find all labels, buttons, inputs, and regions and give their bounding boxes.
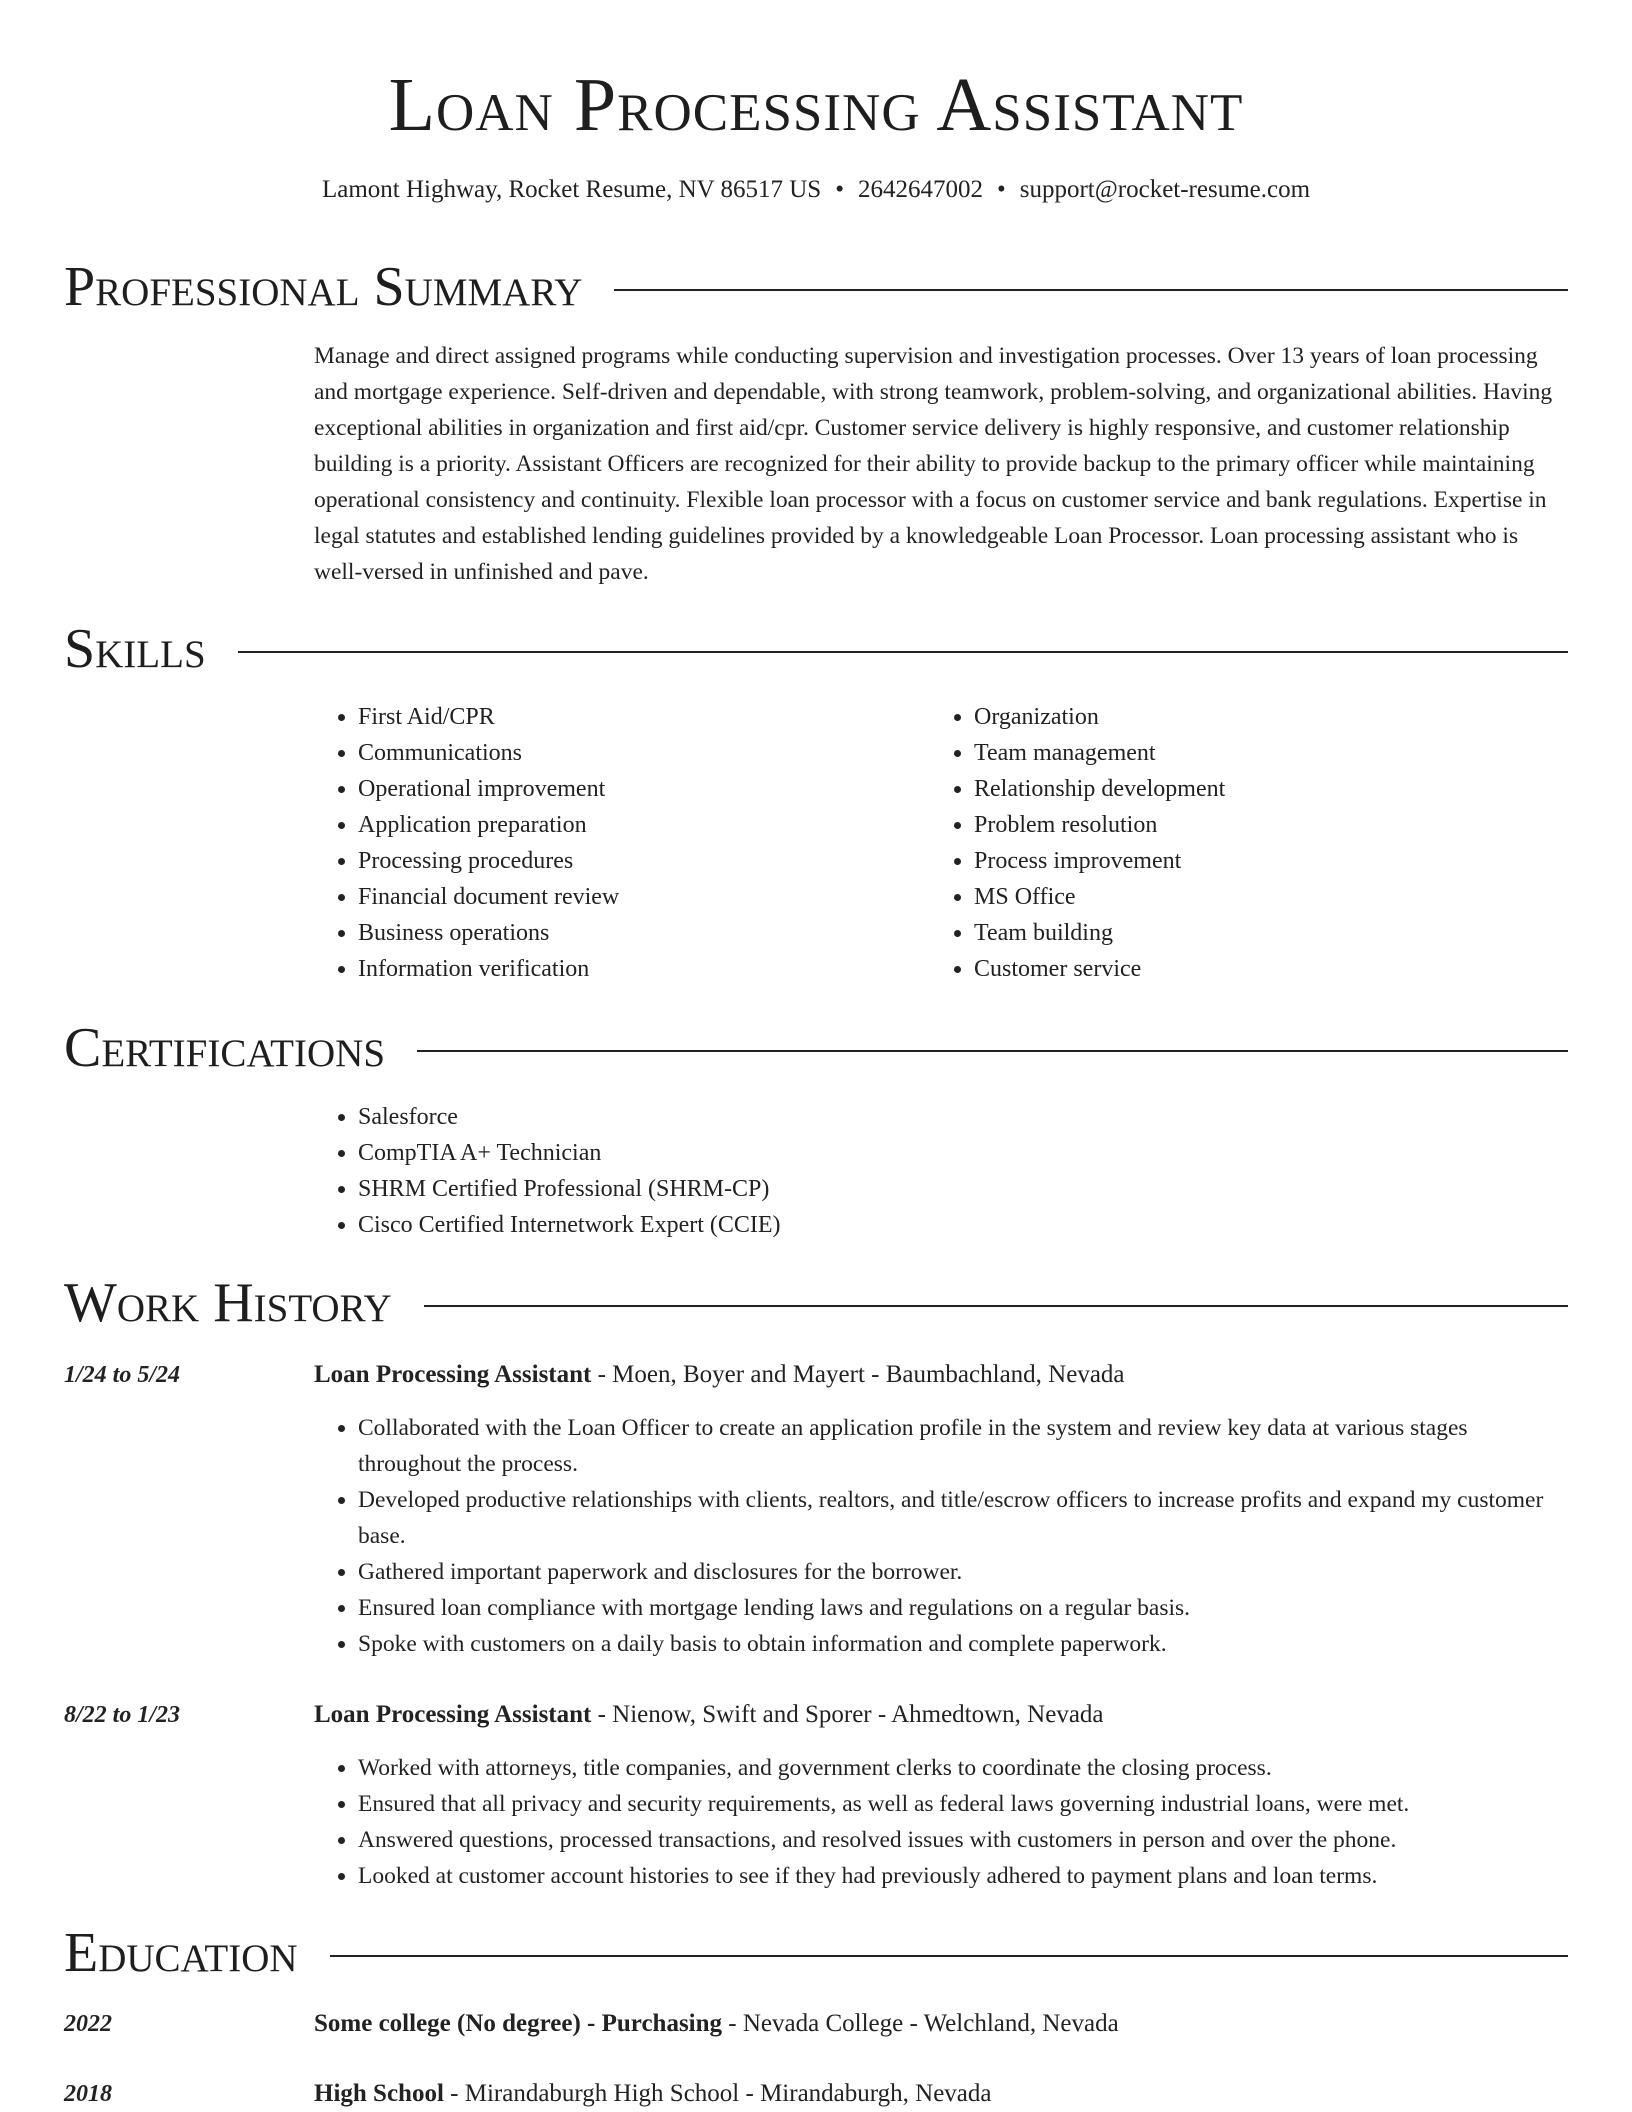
skills-list-left bbox=[314, 699, 914, 987]
job-bullet: • Ensured loan compliance with mortgage lending laws and regulations on a regular basis. bbox=[358, 1590, 1568, 1626]
certification-item: • SHRM Certified Professional (SHRM-CP) bbox=[358, 1171, 1514, 1207]
education-line bbox=[314, 2006, 1568, 2042]
skill-item: • Application preparation bbox=[358, 807, 914, 843]
section-divider bbox=[417, 1050, 1568, 1052]
job-bullets bbox=[314, 1410, 1568, 1662]
education-school: - Nevada College - Welchland, Nevada bbox=[722, 2010, 1119, 2037]
section-header-skills bbox=[64, 614, 1568, 684]
certification-item: • Cisco Certified Internetwork Expert (CCIE) bbox=[358, 1207, 1514, 1243]
skill-item: • Organization bbox=[974, 699, 1530, 735]
skill-item: • Problem resolution bbox=[974, 807, 1530, 843]
job-bullet: • Answered questions, processed transactions, and resolved issues with customers in person and over the phone. bbox=[358, 1822, 1568, 1858]
section-title-education: Education bbox=[64, 1922, 298, 1984]
job-bullet: • Spoke with customers on a daily basis to obtain information and complete paperwork. bbox=[358, 1626, 1568, 1662]
job-bullet: • Gathered important paperwork and disclosures for the borrower. bbox=[358, 1554, 1568, 1590]
job-bullet: • Developed productive relationships with clients, realtors, and title/escrow officers to increase profits and expand my customer base. bbox=[358, 1482, 1568, 1554]
certification-item: • CompTIA A+ Technician bbox=[358, 1135, 1514, 1171]
skill-item: • Business operations bbox=[358, 915, 914, 951]
section-title-work-history: Work History bbox=[64, 1272, 392, 1334]
skill-item: • Operational improvement bbox=[358, 771, 914, 807]
skill-item: • Information verification bbox=[358, 951, 914, 987]
skill-item: • Team building bbox=[974, 915, 1530, 951]
skill-item: • Relationship development bbox=[974, 771, 1530, 807]
job-bullets bbox=[314, 1750, 1568, 1894]
section-title-certifications: Certifications bbox=[64, 1017, 386, 1079]
job-employer: - Nienow, Swift and Sporer - Ahmedtown, Nevada bbox=[591, 1701, 1104, 1728]
education-year: 2022 bbox=[64, 2011, 112, 2037]
contact-phone: 2642647002 bbox=[857, 176, 983, 203]
skill-item: • First Aid/CPR bbox=[358, 699, 914, 735]
section-header-work-history bbox=[64, 1268, 1568, 1338]
job-bullet: • Looked at customer account histories to see if they had previously adhered to payment plans and loan terms. bbox=[358, 1858, 1568, 1894]
section-title-summary: Professional Summary bbox=[64, 256, 583, 318]
job-bullet: • Worked with attorneys, title companies, and government clerks to coordinate the closing process. bbox=[358, 1750, 1568, 1786]
skill-item: • MS Office bbox=[974, 879, 1530, 915]
job-bullet: • Collaborated with the Loan Officer to create an application profile in the system and review key data at various stages throughout the process. bbox=[358, 1410, 1568, 1482]
section-divider bbox=[614, 289, 1568, 291]
contact-address: Lamont Highway, Rocket Resume, NV 86517 US bbox=[321, 176, 822, 203]
job-title-line bbox=[314, 1357, 1568, 1393]
contact-separator: • bbox=[835, 176, 844, 203]
job-title: Loan Processing Assistant bbox=[314, 1701, 592, 1728]
education-line bbox=[314, 2076, 1568, 2112]
education-degree: Some college (No degree) - Purchasing bbox=[314, 2010, 723, 2037]
summary-paragraph: Manage and direct assigned programs while conducting supervision and investigation processes. Over 13 years of loan processing and mortgage experience. Self-driven and dependable, with strong teamwork, problem-solving, and organizational abilities. Having exceptional abilities in organization and first aid/cpr. Customer service delivery is highly responsive, and customer relationship building is a priority. Assistant Officers are recognized for their ability to provide backup to the primary officer while maintaining operational consistency and continuity. Flexible loan processor with a focus on customer service and bank regulations. Expertise in legal statutes and established lending guidelines provided by a knowledgeable Loan Processor. Loan processing assistant who is well-versed in unfinished and pave. bbox=[314, 343, 1553, 585]
skills-list-right bbox=[930, 699, 1530, 987]
contact-line bbox=[0, 172, 1632, 208]
section-divider bbox=[424, 1305, 1568, 1307]
education-year: 2018 bbox=[64, 2081, 112, 2107]
education-degree: High School bbox=[314, 2080, 444, 2107]
job-dates: 1/24 to 5/24 bbox=[64, 1362, 181, 1388]
section-header-certifications bbox=[64, 1013, 1568, 1083]
skill-item: • Process improvement bbox=[974, 843, 1530, 879]
education-school: - Mirandaburgh High School - Mirandaburgh, Nevada bbox=[443, 2080, 992, 2107]
skill-item: • Processing procedures bbox=[358, 843, 914, 879]
skill-item: • Team management bbox=[974, 735, 1530, 771]
job-dates: 8/22 to 1/23 bbox=[64, 1702, 181, 1728]
job-employer: - Moen, Boyer and Mayert - Baumbachland, Nevada bbox=[591, 1361, 1125, 1388]
section-header-summary bbox=[64, 252, 1568, 322]
contact-separator: • bbox=[996, 176, 1006, 203]
job-title: Loan Processing Assistant bbox=[314, 1361, 592, 1388]
skill-item: • Financial document review bbox=[358, 879, 914, 915]
candidate-name: Loan Processing Assistant bbox=[388, 63, 1244, 147]
section-title-skills: Skills bbox=[64, 618, 206, 680]
certifications-list bbox=[314, 1099, 1514, 1243]
job-bullet: • Ensured that all privacy and security requirements, as well as federal laws governing industrial loans, were met. bbox=[358, 1786, 1568, 1822]
certification-item: • Salesforce bbox=[358, 1099, 1514, 1135]
section-divider bbox=[330, 1955, 1568, 1957]
section-divider bbox=[238, 651, 1568, 653]
contact-email: support@rocket-resume.com bbox=[1019, 176, 1311, 203]
skill-item: • Customer service bbox=[974, 951, 1530, 987]
job-title-line bbox=[314, 1697, 1568, 1733]
skill-item: • Communications bbox=[358, 735, 914, 771]
section-header-education bbox=[64, 1918, 1568, 1988]
